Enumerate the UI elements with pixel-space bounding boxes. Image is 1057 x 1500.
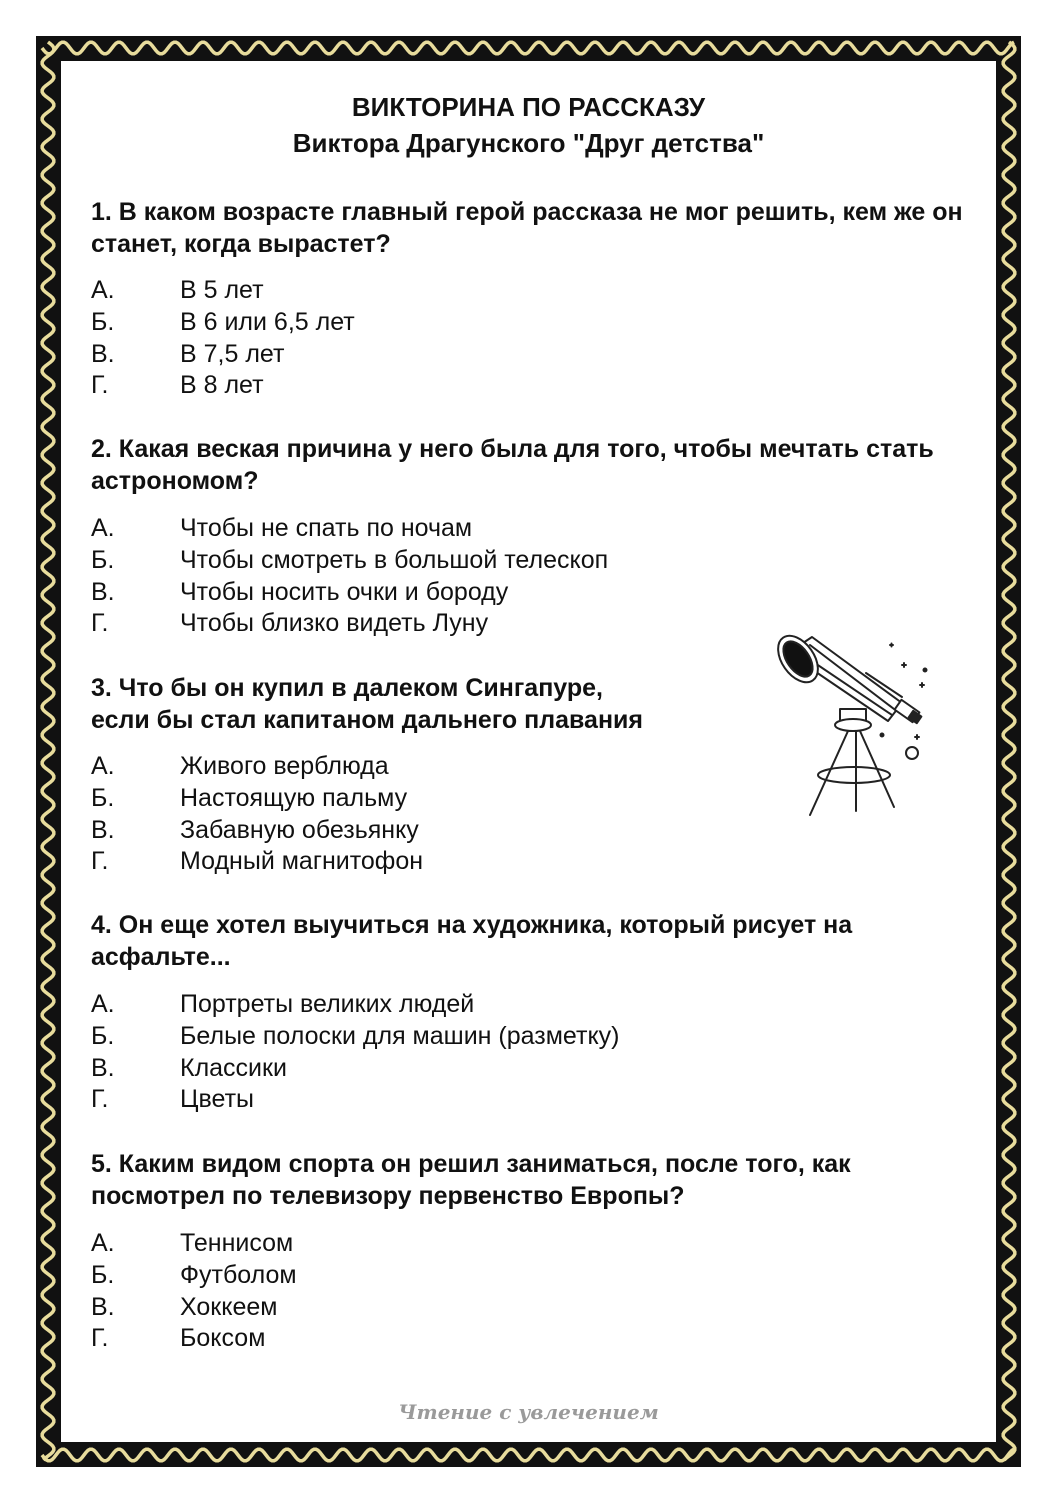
answer-text: Портреты великих людей [180,990,475,1018]
answer-option [91,1021,791,1053]
answer-text: Чтобы не спать по ночам [180,514,473,542]
answer-option [91,1323,791,1355]
answer-text: Белые полоски для машин (разметку) [180,1021,620,1050]
answer-text: Футболом [180,1260,297,1289]
answer-option [91,370,791,402]
answer-letter: В. [91,577,115,606]
answer-option [91,275,791,307]
question-3-line-1: 3. Что бы он купил в далеком Сингапуре, [91,674,603,702]
answer-letter: А. [91,752,115,780]
answer-option [91,815,791,847]
answer-text: Чтобы носить очки и бороду [180,577,509,606]
answer-text: В 5 лет [180,276,264,304]
answer-text: В 7,5 лет [180,339,285,368]
answer-option [91,846,791,878]
answer-list-4 [91,989,791,1116]
answer-text: Боксом [180,1324,266,1353]
answer-option [91,1260,791,1292]
question-3-line-2: если бы стал капитаном дальнего плавания [91,706,644,734]
telescope-icon [770,625,940,825]
answer-text: Настоящую пальму [180,783,408,812]
answer-letter: А. [91,514,115,542]
question-4: 4. Он еще хотел выучиться на художника, который рисует на асфальте... [91,911,853,971]
answer-option [91,1228,791,1260]
answer-letter: А. [91,990,115,1018]
answer-list-1 [91,275,791,402]
answer-text: Забавную обезьянку [180,815,419,844]
answer-letter: В. [91,339,115,368]
answer-letter: А. [91,276,115,304]
answer-letter: Б. [91,783,115,812]
answer-letter: А. [91,1229,115,1257]
footer-watermark: Чтение с увлечением [398,1400,659,1424]
answer-option [91,1053,791,1085]
answer-letter: Б. [91,1021,115,1050]
answer-option [91,513,791,545]
answer-text: Цветы [180,1085,254,1114]
quiz-subtitle: Виктора Драгунского "Друг детства" [292,128,765,158]
answer-text: Хоккеем [180,1292,278,1321]
answer-option [91,608,791,640]
answer-option [91,339,791,371]
answer-letter: Б. [91,307,115,336]
answer-letter: Г. [91,1324,109,1353]
question-2: 2. Какая веская причина у него была для того, чтобы мечтать стать астрономом? [91,435,934,495]
answer-text: Классики [180,1053,287,1082]
answer-text: Модный магнитофон [180,847,424,876]
answer-option [91,577,791,609]
answer-letter: В. [91,1053,115,1082]
answer-letter: В. [91,815,115,844]
question-3 [91,672,751,736]
answer-option [91,783,791,815]
answer-list-3 [91,751,791,878]
answer-letter: Г. [91,1085,109,1114]
answer-option [91,545,791,577]
question-5: 5. Каким видом спорта он решил заниматься, после того, как посмотрел по телевизору первенство Европы? [91,1150,851,1210]
answer-option [91,1292,791,1324]
question-1: 1. В каком возрасте главный герой рассказа не мог решить, кем же он станет, когда вырастет? [91,198,963,258]
answer-option [91,307,791,339]
answer-text: Чтобы близко видеть Луну [180,609,489,638]
answer-option [91,989,791,1021]
answer-letter: Б. [91,545,115,574]
answer-text: Чтобы смотреть в большой телескоп [180,545,609,574]
answer-list-5 [91,1228,791,1355]
answer-letter: Г. [91,847,109,876]
answer-list-2 [91,513,791,640]
answer-text: В 8 лет [180,371,264,400]
answer-option [91,1084,791,1116]
answer-letter: Б. [91,1260,115,1289]
answer-text: В 6 или 6,5 лет [180,307,355,336]
answer-text: Живого верблюда [180,752,389,780]
answer-letter: Г. [91,609,109,638]
answer-letter: В. [91,1292,115,1321]
answer-option [91,751,791,783]
quiz-title: ВИКТОРИНА ПО РАССКАЗУ [351,92,706,122]
answer-text: Теннисом [180,1229,294,1257]
answer-letter: Г. [91,371,109,400]
